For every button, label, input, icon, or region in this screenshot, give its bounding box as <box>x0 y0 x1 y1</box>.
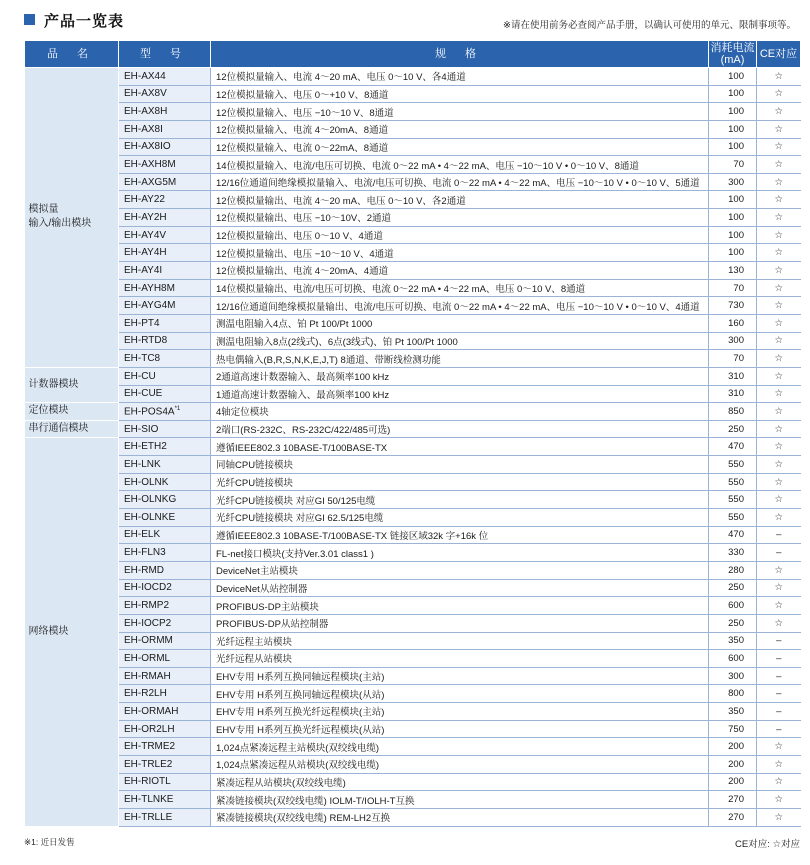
ce-cell: ☆ <box>757 103 801 121</box>
spec-cell: 12位模拟量输入、电压 −10～10 V、8通道 <box>211 103 709 121</box>
model-label: EH-AY4V <box>124 229 167 241</box>
spec-cell: 遵循IEEE802.3 10BASE-T/100BASE-TX <box>211 438 709 456</box>
spec-cell: 紧凑远程从站模块(双绞线电缆) <box>211 773 709 791</box>
model-cell <box>119 720 211 738</box>
model-cell <box>119 314 211 332</box>
table-row <box>25 244 801 262</box>
header-spec: 规 格 <box>211 41 709 68</box>
current-cell: 100 <box>709 120 757 138</box>
current-cell: 750 <box>709 720 757 738</box>
current-cell: 280 <box>709 561 757 579</box>
model-label: EH-ORMM <box>124 635 173 647</box>
ce-cell: ☆ <box>757 85 801 103</box>
spec-cell: 12位模拟量输入、电流 0～22mA、8通道 <box>211 138 709 156</box>
model-cell <box>119 297 211 315</box>
category-label: 输入/输出模块 <box>28 218 92 230</box>
model-label: EH-ORMAH <box>124 705 179 717</box>
table-row <box>25 173 801 191</box>
model-cell <box>119 244 211 262</box>
spec-cell: 12位模拟量输入、电流 4～20mA、8通道 <box>211 120 709 138</box>
model-cell <box>119 456 211 474</box>
model-label: EH-FLN3 <box>124 547 166 559</box>
model-cell <box>119 367 211 385</box>
current-cell: 200 <box>709 755 757 773</box>
model-label: EH-ORML <box>124 652 171 664</box>
category-label: 串行通信模块 <box>28 423 89 435</box>
spec-cell: EHV专用 H系列互换光纤远程模块(主站) <box>211 703 709 721</box>
current-cell: 730 <box>709 297 757 315</box>
model-label: EH-AXG5M <box>124 176 177 188</box>
model-label: EH-CU <box>124 370 156 382</box>
model-cell <box>119 226 211 244</box>
model-label: EH-AY22 <box>124 194 165 206</box>
model-label: EH-RIOTL <box>124 776 171 788</box>
model-cell <box>119 491 211 509</box>
ce-cell: ☆ <box>757 773 801 791</box>
current-cell: 310 <box>709 367 757 385</box>
model-cell <box>119 808 211 826</box>
table-row <box>25 773 801 791</box>
ce-cell: ☆ <box>757 456 801 474</box>
ce-cell: ☆ <box>757 156 801 174</box>
ce-cell: ☆ <box>757 509 801 527</box>
model-cell <box>119 209 211 227</box>
table-row <box>25 226 801 244</box>
model-label: EH-PT4 <box>124 317 160 329</box>
model-cell <box>119 650 211 668</box>
spec-cell: 1,024点紧凑远程主站模块(双绞线电缆) <box>211 738 709 756</box>
model-label: EH-AY2H <box>124 211 167 223</box>
current-cell: 100 <box>709 103 757 121</box>
spec-cell: 2通道高速计数器输入、最高频率100 kHz <box>211 367 709 385</box>
current-cell: 300 <box>709 332 757 350</box>
ce-cell: – <box>757 685 801 703</box>
spec-cell: PROFIBUS-DP主站模块 <box>211 597 709 615</box>
current-cell: 100 <box>709 191 757 209</box>
spec-cell: 紧凑链接模块(双绞线电缆) REM-LH2互换 <box>211 808 709 826</box>
table-row <box>25 703 801 721</box>
model-label: EH-AXH8M <box>124 159 176 171</box>
table-row <box>25 120 801 138</box>
footnote: ※1: 近日发售 <box>24 837 75 847</box>
current-cell: 600 <box>709 650 757 668</box>
category-cell <box>25 403 119 421</box>
ce-cell: ☆ <box>757 138 801 156</box>
table-row <box>25 314 801 332</box>
model-cell <box>119 544 211 562</box>
model-cell <box>119 403 211 421</box>
product-table <box>24 40 801 827</box>
spec-cell: 12位模拟量输出、电流 4～20mA、4通道 <box>211 262 709 280</box>
ce-cell: ☆ <box>757 738 801 756</box>
model-cell <box>119 509 211 527</box>
title-marker-icon <box>24 14 35 25</box>
model-cell <box>119 526 211 544</box>
spec-cell: EHV专用 H系列互换同轴远程模块(从站) <box>211 685 709 703</box>
ce-cell: – <box>757 526 801 544</box>
header-current-label: 消耗电流 <box>710 42 755 54</box>
current-cell: 550 <box>709 473 757 491</box>
ce-cell: ☆ <box>757 297 801 315</box>
spec-cell: 2端口(RS-232C、RS-232C/422/485可选) <box>211 420 709 438</box>
model-label: EH-ETH2 <box>124 441 167 453</box>
current-cell: 310 <box>709 385 757 403</box>
ce-cell: ☆ <box>757 438 801 456</box>
model-cell <box>119 138 211 156</box>
model-cell <box>119 773 211 791</box>
category-cell <box>25 367 119 402</box>
model-cell <box>119 68 211 86</box>
ce-cell: ☆ <box>757 367 801 385</box>
model-cell <box>119 791 211 809</box>
model-label: EH-RMAH <box>124 670 171 682</box>
model-label: EH-R2LH <box>124 688 167 700</box>
table-row <box>25 597 801 615</box>
ce-cell: ☆ <box>757 332 801 350</box>
model-label: EH-OLNKG <box>124 494 177 506</box>
table-row <box>25 614 801 632</box>
table-row <box>25 403 801 421</box>
ce-cell: ☆ <box>757 473 801 491</box>
spec-cell: PROFIBUS-DP从站控制器 <box>211 614 709 632</box>
model-label: EH-POS4A <box>124 406 175 418</box>
ce-cell: ☆ <box>757 579 801 597</box>
current-cell: 100 <box>709 244 757 262</box>
current-cell: 200 <box>709 738 757 756</box>
ce-cell: ☆ <box>757 420 801 438</box>
current-cell: 130 <box>709 262 757 280</box>
spec-cell: 12位模拟量输入、电压 0～+10 V、8通道 <box>211 85 709 103</box>
table-row <box>25 297 801 315</box>
model-label: EH-IOCP2 <box>124 617 172 629</box>
model-cell <box>119 685 211 703</box>
ce-cell: ☆ <box>757 614 801 632</box>
table-body <box>25 68 801 827</box>
ce-cell: ☆ <box>757 561 801 579</box>
table-row <box>25 685 801 703</box>
table-row <box>25 544 801 562</box>
spec-cell: 测温电阻输入4点、铂 Pt 100/Pt 1000 <box>211 314 709 332</box>
current-cell: 100 <box>709 85 757 103</box>
usage-note: ※请在使用前务必查阅产品手册，以确认可使用的单元、限制事项等。 <box>503 20 796 31</box>
table-row <box>25 491 801 509</box>
ce-cell: ☆ <box>757 491 801 509</box>
table-row <box>25 420 801 438</box>
table-row <box>25 350 801 368</box>
table-row <box>25 279 801 297</box>
table-row <box>25 526 801 544</box>
model-cell <box>119 350 211 368</box>
current-cell: 100 <box>709 68 757 86</box>
spec-cell: EHV专用 H系列互换光纤远程模块(从站) <box>211 720 709 738</box>
spec-cell: DeviceNet主站模块 <box>211 561 709 579</box>
current-cell: 800 <box>709 685 757 703</box>
table-row <box>25 438 801 456</box>
model-label: EH-RMD <box>124 564 164 576</box>
current-cell: 100 <box>709 138 757 156</box>
model-cell <box>119 579 211 597</box>
model-label: EH-TRLLE <box>124 811 173 823</box>
ce-cell: ☆ <box>757 68 801 86</box>
model-label: EH-TRME2 <box>124 741 176 753</box>
spec-cell: 14位模拟量输入、电流/电压可切换、电流 0～22 mA • 4～22 mA、电压 −10～10 V • 0～10 V、8通道 <box>211 156 709 174</box>
model-label: EH-AX8V <box>124 88 167 100</box>
table-row <box>25 209 801 227</box>
model-label: EH-AY4H <box>124 247 167 259</box>
model-label: EH-CUE <box>124 388 163 400</box>
model-cell <box>119 667 211 685</box>
spec-cell: 4轴定位模块 <box>211 403 709 421</box>
table-row <box>25 473 801 491</box>
table-row <box>25 138 801 156</box>
header-current-unit: (mA) <box>720 54 745 66</box>
ce-cell: ☆ <box>757 385 801 403</box>
model-label: EH-OLNK <box>124 476 169 488</box>
current-cell: 270 <box>709 791 757 809</box>
model-cell <box>119 156 211 174</box>
ce-cell: ☆ <box>757 755 801 773</box>
ce-cell: ☆ <box>757 350 801 368</box>
current-cell: 470 <box>709 526 757 544</box>
header-ce: CE对应 <box>757 41 801 68</box>
current-cell: 270 <box>709 808 757 826</box>
model-label: EH-AX8IO <box>124 141 171 153</box>
model-cell <box>119 120 211 138</box>
page-header <box>22 10 800 32</box>
ce-cell: ☆ <box>757 120 801 138</box>
model-label: EH-AYG4M <box>124 300 176 312</box>
category-label: 定位模块 <box>28 405 69 417</box>
model-cell <box>119 561 211 579</box>
table-row <box>25 156 801 174</box>
spec-cell: 光纤CPU链接模块 对应GI 50/125电缆 <box>211 491 709 509</box>
model-cell <box>119 262 211 280</box>
category-cell <box>25 438 119 826</box>
model-label: EH-RMP2 <box>124 600 170 612</box>
ce-cell: – <box>757 720 801 738</box>
model-cell <box>119 755 211 773</box>
model-cell <box>119 191 211 209</box>
current-cell: 300 <box>709 173 757 191</box>
model-label: EH-OLNKE <box>124 511 176 523</box>
spec-cell: 同轴CPU链接模块 <box>211 456 709 474</box>
model-cell <box>119 473 211 491</box>
current-cell: 350 <box>709 703 757 721</box>
spec-cell: 1通道高速计数器输入、最高频率100 kHz <box>211 385 709 403</box>
ce-cell: ☆ <box>757 791 801 809</box>
spec-cell: 12位模拟量输出、电压 0～10 V、4通道 <box>211 226 709 244</box>
current-cell: 330 <box>709 544 757 562</box>
model-label: EH-RTD8 <box>124 335 168 347</box>
ce-cell: ☆ <box>757 262 801 280</box>
table-row <box>25 68 801 86</box>
model-footnote-mark: *1 <box>174 405 181 412</box>
ce-cell: ☆ <box>757 597 801 615</box>
model-cell <box>119 738 211 756</box>
current-cell: 200 <box>709 773 757 791</box>
spec-cell: 12/16位通道间绝缘模拟量输入、电流/电压可切换、电流 0～22 mA • 4～22 mA、电压 −10～10 V • 0～10 V、5通道 <box>211 173 709 191</box>
spec-cell: 12位模拟量输出、电压 −10～10V、2通道 <box>211 209 709 227</box>
model-label: EH-SIO <box>124 423 159 435</box>
model-label: EH-OR2LH <box>124 723 175 735</box>
table-row <box>25 85 801 103</box>
spec-cell: 12/16位通道间绝缘模拟量输出、电流/电压可切换、电流 0～22 mA • 4～22 mA、电压 −10～10 V • 0～10 V、4通道 <box>211 297 709 315</box>
current-cell: 600 <box>709 597 757 615</box>
spec-cell: 光纤CPU链接模块 对应GI 62.5/125电缆 <box>211 509 709 527</box>
ce-cell: – <box>757 544 801 562</box>
spec-cell: 测温电阻输入8点(2线式)、6点(3线式)、铂 Pt 100/Pt 1000 <box>211 332 709 350</box>
ce-cell: ☆ <box>757 191 801 209</box>
ce-cell: ☆ <box>757 244 801 262</box>
current-cell: 300 <box>709 667 757 685</box>
spec-cell: 14位模拟量输出、电流/电压可切换、电流 0～22 mA • 4～22 mA、电压 0～10 V、8通道 <box>211 279 709 297</box>
spec-cell: 光纤CPU链接模块 <box>211 473 709 491</box>
table-row <box>25 738 801 756</box>
table-row <box>25 808 801 826</box>
model-label: EH-TC8 <box>124 353 161 365</box>
table-row <box>25 650 801 668</box>
category-label: 网络模块 <box>28 626 69 637</box>
table-row <box>25 103 801 121</box>
table-row <box>25 456 801 474</box>
spec-cell: 热电偶输入(B,R,S,N,K,E,J,T) 8通道、带断线检测功能 <box>211 350 709 368</box>
table-row <box>25 755 801 773</box>
model-label: EH-AY4I <box>124 264 163 276</box>
ce-cell: – <box>757 650 801 668</box>
spec-cell: DeviceNet从站控制器 <box>211 579 709 597</box>
current-cell: 250 <box>709 614 757 632</box>
current-cell: 470 <box>709 438 757 456</box>
ce-cell: – <box>757 703 801 721</box>
ce-cell: ☆ <box>757 808 801 826</box>
table-row <box>25 332 801 350</box>
header-category: 品 名 <box>25 41 119 68</box>
table-row <box>25 509 801 527</box>
model-label: EH-IOCD2 <box>124 582 172 594</box>
current-cell: 100 <box>709 209 757 227</box>
table-row <box>25 667 801 685</box>
current-cell: 850 <box>709 403 757 421</box>
current-cell: 70 <box>709 350 757 368</box>
spec-cell: FL-net接口模块(支持Ver.3.01 class1 ) <box>211 544 709 562</box>
model-label: EH-AX44 <box>124 70 166 82</box>
category-label: 模拟量 <box>28 204 59 216</box>
table-row <box>25 262 801 280</box>
ce-legend: CE对应: ☆对应 <box>735 839 800 850</box>
model-label: EH-AX8H <box>124 106 168 118</box>
model-label: EH-TRLE2 <box>124 758 173 770</box>
spec-cell: 遵循IEEE802.3 10BASE-T/100BASE-TX 链接区域32k 字+16k 位 <box>211 526 709 544</box>
model-label: EH-LNK <box>124 458 161 470</box>
model-cell <box>119 103 211 121</box>
table-row <box>25 720 801 738</box>
category-label: 计数器模块 <box>28 379 79 391</box>
ce-cell: ☆ <box>757 403 801 421</box>
spec-cell: 12位模拟量输入、电流 4～20 mA、电压 0～10 V、各4通道 <box>211 68 709 86</box>
table-row <box>25 191 801 209</box>
table-row <box>25 579 801 597</box>
page-title: 产品一览表 <box>44 13 125 30</box>
model-cell <box>119 438 211 456</box>
model-label: EH-ELK <box>124 529 161 541</box>
spec-cell: 12位模拟量输出、电流 4～20 mA、电压 0～10 V、各2通道 <box>211 191 709 209</box>
model-label: EH-TLNKE <box>124 794 174 806</box>
table-header-row <box>25 41 801 68</box>
current-cell: 160 <box>709 314 757 332</box>
current-cell: 550 <box>709 491 757 509</box>
header-model: 型 号 <box>119 41 211 68</box>
spec-cell: 光纤远程从站模块 <box>211 650 709 668</box>
ce-cell: ☆ <box>757 279 801 297</box>
current-cell: 100 <box>709 226 757 244</box>
current-cell: 70 <box>709 156 757 174</box>
model-cell <box>119 420 211 438</box>
spec-cell: EHV专用 H系列互换同轴远程模块(主站) <box>211 667 709 685</box>
model-cell <box>119 173 211 191</box>
model-cell <box>119 332 211 350</box>
header-current <box>709 41 757 68</box>
spec-cell: 紧凑链接模块(双绞线电缆) IOLM-T/IOLH-T互换 <box>211 791 709 809</box>
current-cell: 70 <box>709 279 757 297</box>
table-row <box>25 632 801 650</box>
spec-cell: 光纤远程主站模块 <box>211 632 709 650</box>
category-cell <box>25 420 119 438</box>
ce-cell: ☆ <box>757 209 801 227</box>
model-cell <box>119 632 211 650</box>
model-cell <box>119 614 211 632</box>
current-cell: 550 <box>709 509 757 527</box>
ce-cell: – <box>757 632 801 650</box>
model-cell <box>119 279 211 297</box>
model-cell <box>119 597 211 615</box>
current-cell: 350 <box>709 632 757 650</box>
table-row <box>25 791 801 809</box>
ce-cell: – <box>757 667 801 685</box>
ce-cell: ☆ <box>757 173 801 191</box>
model-cell <box>119 385 211 403</box>
category-cell <box>25 68 119 368</box>
ce-cell: ☆ <box>757 314 801 332</box>
model-label: EH-AX8I <box>124 123 163 135</box>
spec-cell: 12位模拟量输出、电压 −10～10 V、4通道 <box>211 244 709 262</box>
current-cell: 550 <box>709 456 757 474</box>
table-row <box>25 561 801 579</box>
model-cell <box>119 703 211 721</box>
spec-cell: 1,024点紧凑远程从站模块(双绞线电缆) <box>211 755 709 773</box>
ce-cell: ☆ <box>757 226 801 244</box>
table-row <box>25 385 801 403</box>
current-cell: 250 <box>709 420 757 438</box>
current-cell: 250 <box>709 579 757 597</box>
model-label: EH-AYH8M <box>124 282 175 294</box>
table-row <box>25 367 801 385</box>
model-cell <box>119 85 211 103</box>
